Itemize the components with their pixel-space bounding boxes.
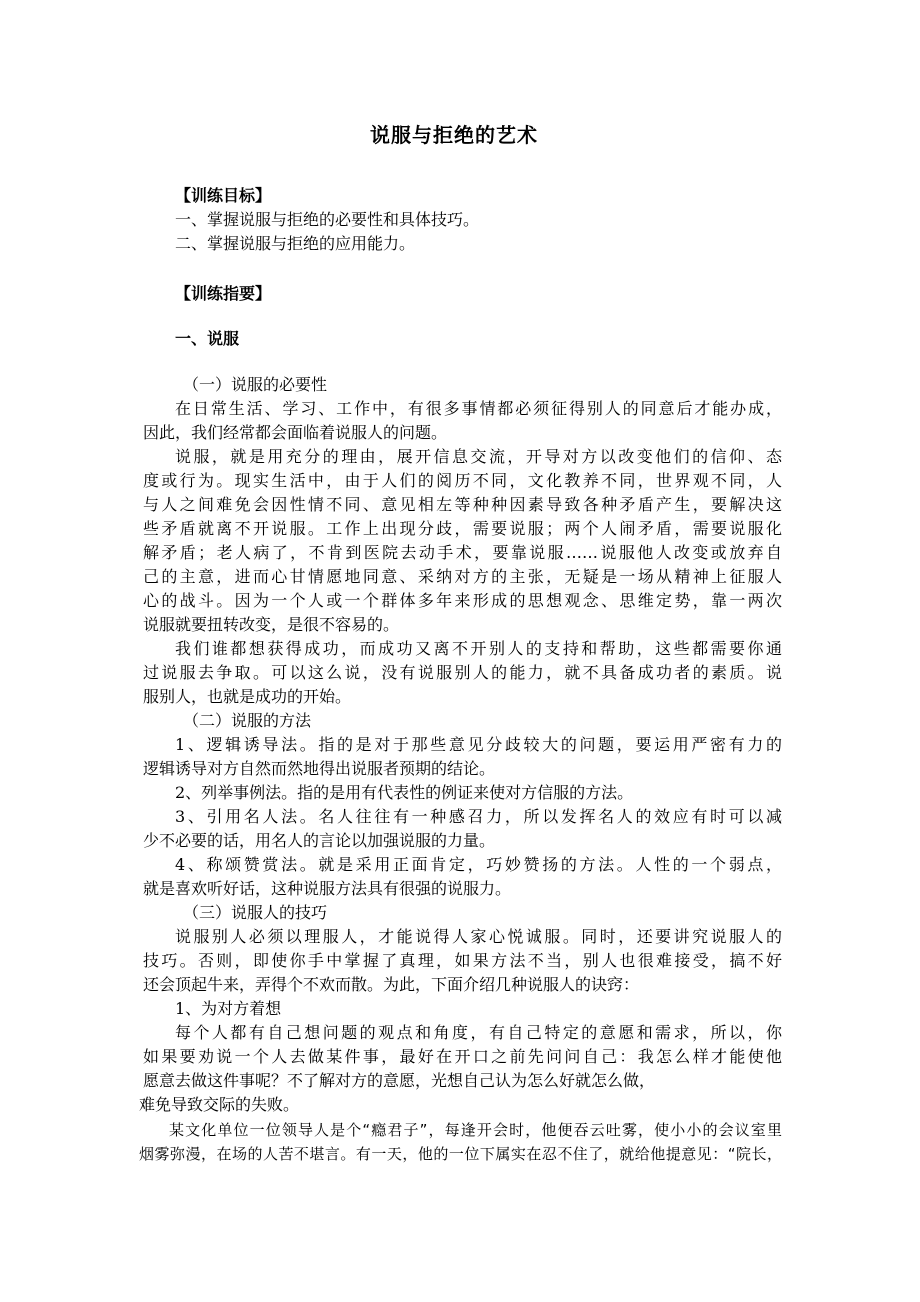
subsection-heading: （二）说服的方法 [183, 711, 312, 730]
paragraph-line: 2、列举事例法。指的是用有代表性的例证来使对方信服的方法。 [175, 783, 634, 802]
paragraph-line: 在日常生活、学习、工作中，有很多事情都必须征得别人的同意后才能办成， [175, 399, 782, 418]
paragraph-line: 技巧。否则，即使你手中掌握了真理，如果方法不当，别人也很难接受，搞不好 [143, 951, 782, 970]
subsection-heading: （三）说服人的技巧 [183, 903, 328, 922]
goal-heading: 【训练目标】 [175, 186, 272, 205]
paragraph-line: 与人之间难免会因性情不同、意见相左等种种因素导致各种矛盾产生，要解决这 [143, 495, 782, 514]
section-heading: 一、说服 [175, 329, 240, 348]
paragraph-line: 说服，就是用充分的理由，展开信息交流，开导对方以改变他们的信仰、态 [175, 447, 782, 466]
paragraph-line: 心的战斗。因为一个人或一个群体多年来形成的思想观念、思维定势，靠一两次 [143, 591, 782, 610]
paragraph-line: 我们谁都想获得成功，而成功又离不开别人的支持和帮助，这些都需要你通 [175, 639, 782, 658]
paragraph-line: 愿意去做这件事呢？不了解对方的意愿，光想自己认为怎么好就怎么做， [143, 1071, 656, 1090]
paragraph-line: 度或行为。现实生活中，由于人们的阅历不同，文化教养不同，世界观不同，人 [143, 471, 782, 490]
guide-heading: 【训练指要】 [175, 284, 272, 303]
goal-item: 一、掌握说服与拒绝的必要性和具体技巧。 [175, 210, 480, 229]
paragraph-line: 少不必要的话，用名人的言论以加强说服的力量。 [143, 831, 496, 850]
paragraph-line: 己的主意，进而心甘情愿地同意、采纳对方的主张，无疑是一场从精神上征服人 [143, 567, 782, 586]
paragraph-line: 些矛盾就离不开说服。工作上出现分歧，需要说服；两个人闹矛盾，需要说服化 [143, 519, 782, 538]
paragraph-line: 过说服去争取。可以这么说，没有说服别人的能力，就不具备成功者的素质。说 [143, 663, 782, 682]
paragraph-line: 就是喜欢听好话，这种说服方法具有很强的说服力。 [143, 879, 512, 898]
paragraph-line: 还会顶起牛来，弄得个不欢而散。为此，下面介绍几种说服人的诀窍： [143, 975, 640, 994]
paragraph-line: 1、逻辑诱导法。指的是对于那些意见分歧较大的问题，要运用严密有力的 [175, 735, 782, 754]
page-title: 说服与拒绝的艺术 [370, 123, 538, 147]
paragraph-line: 服别人，也就是成功的开始。 [143, 687, 352, 706]
paragraph-line: 3、引用名人法。名人往往有一种感召力，所以发挥名人的效应有时可以减 [175, 807, 782, 826]
subsection-heading: （一）说服的必要性 [183, 375, 328, 394]
paragraph-line: 如果要劝说一个人去做某件事，最好在开口之前先问问自己：我怎么样才能使他 [143, 1047, 782, 1066]
paragraph-line: 解矛盾；老人病了，不肯到医院去动手术，要靠说服……说服他人改变或放弃自 [143, 543, 782, 562]
paragraph-line: 说服别人必须以理服人，才能说得人家心悦诚服。同时，还要讲究说服人的 [175, 927, 782, 946]
paragraph-line: 烟雾弥漫，在场的人苦不堪言。有一天，他的一位下属实在忍不住了，就给他提意见：“院长， [139, 1145, 782, 1163]
paragraph-line: 逻辑诱导对方自然而然地得出说服者预期的结论。 [143, 759, 496, 778]
paragraph-line: 某文化单位一位领导人是个“瘾君子”，每逢开会时，他便吞云吐雾，使小小的会议室里 [169, 1121, 782, 1139]
goal-item: 二、掌握说服与拒绝的应用能力。 [175, 234, 416, 253]
paragraph-line: 难免导致交际的失败。 [139, 1095, 300, 1114]
paragraph-line: 1、为对方着想 [175, 999, 282, 1018]
paragraph-line: 说服就要扭转改变，是很不容易的。 [143, 615, 400, 634]
paragraph-line: 4、称颂赞赏法。就是采用正面肯定，巧妙赞扬的方法。人性的一个弱点， [175, 855, 782, 874]
paragraph-line: 每个人都有自己想问题的观点和角度，有自己特定的意愿和需求，所以，你 [175, 1023, 782, 1042]
paragraph-line: 因此，我们经常都会面临着说服人的问题。 [143, 423, 448, 442]
